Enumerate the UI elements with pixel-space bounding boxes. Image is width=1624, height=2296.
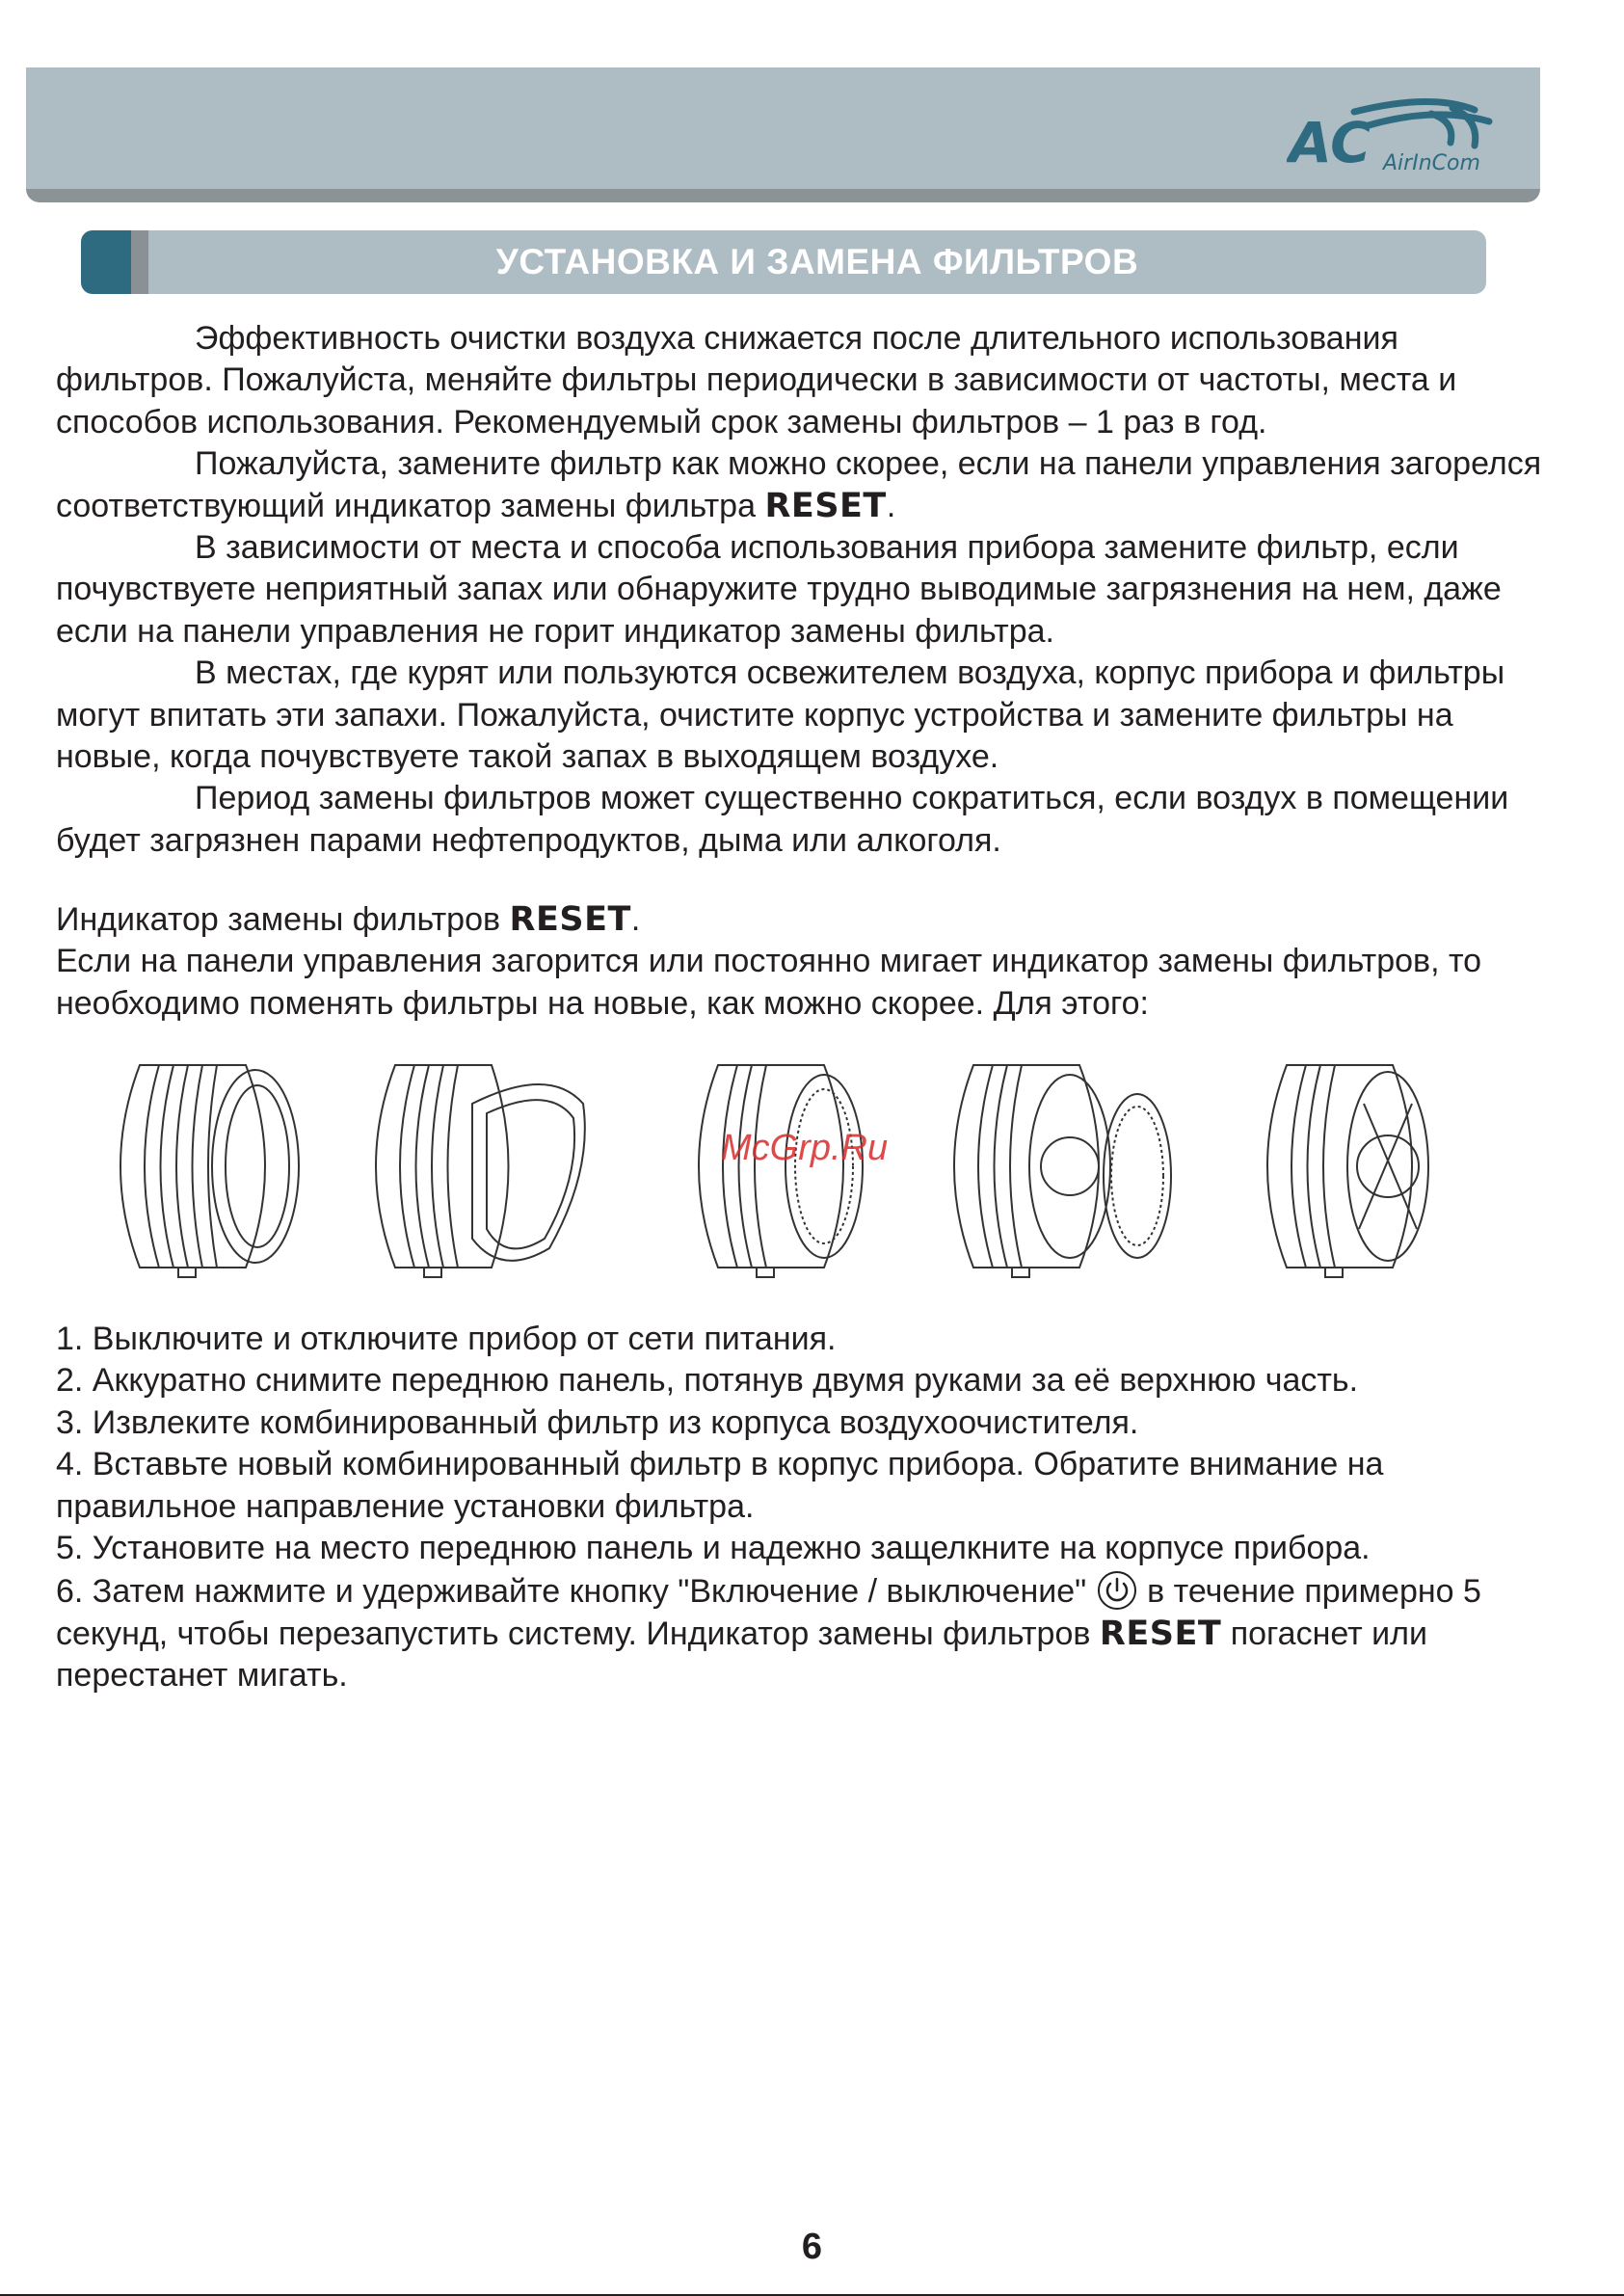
- filter-replacement-illustrations: [92, 1046, 1441, 1296]
- airincom-logo: [1287, 93, 1508, 179]
- reset-label: RESET: [1099, 1614, 1222, 1653]
- section-accent-block: [81, 230, 131, 294]
- reset-label: RESET: [764, 486, 887, 525]
- header-rule: [26, 189, 1540, 202]
- watermark: McGrp.Ru: [721, 1128, 889, 1168]
- section-title-bar: [81, 230, 1486, 294]
- filter-removal-illustration: [935, 1046, 1185, 1287]
- intro-paragraph-5: Период замены фильтров может существенно сократиться, если воздух в помещении будет загрязнен парами нефтепродуктов, дыма или алкоголя.: [56, 780, 1509, 859]
- step-6-text-start: 6. Затем нажмите и удерживайте кнопку "Включение / выключение": [56, 1573, 1096, 1611]
- page-number: 6: [801, 2227, 823, 2267]
- indicator-heading: [56, 899, 1552, 941]
- steps-list: [56, 1319, 1552, 1697]
- step-6-text-middle: в течение примерно 5 секунд, чтобы перезапустить систему. Индикатор замены фильтров: [56, 1573, 1481, 1652]
- step-5: 5. Установите на место переднюю панель и надежно защелкните на корпусе прибора.: [56, 1530, 1371, 1567]
- intro-paragraph-2: [56, 443, 1552, 527]
- intro-paragraph-4: В местах, где курят или пользуются освежителем воздуха, корпус прибора и фильтры могут впитать эти запахи. Пожалуйста, очистите корпус устройства и замените фильтры на новые, когда почувствуете такой запах в выходящем воздухе.: [56, 654, 1505, 776]
- filter-installed-illustration: [1248, 1046, 1460, 1287]
- step-2: 2. Аккуратно снимите переднюю панель, потянув двумя руками за её верхнюю часть.: [56, 1362, 1359, 1400]
- logo-mark: AC: [1289, 110, 1371, 175]
- step-1: 1. Выключите и отключите прибор от сети питания.: [56, 1321, 837, 1357]
- purifier-closed-illustration: [101, 1046, 313, 1287]
- step-3: 3. Извлеките комбинированный фильтр из корпуса воздухоочистителя.: [56, 1403, 1139, 1441]
- indicator-description: Если на панели управления загорится или постоянно мигает индикатор замены фильтров, то необходимо поменять фильтры на новые, как можно скорее. Для этого:: [56, 943, 1482, 1022]
- indicator-text: [56, 899, 1552, 1025]
- intro-paragraph-3: В зависимости от места и способа использования прибора замените фильтр, если почувствуете неприятный запах или обнаружите трудно выводимые загрязнения на нем, даже если на панели управления не горит индикатор замены фильтра.: [56, 529, 1502, 650]
- step-6-text-end: погаснет или перестанет мигать.: [56, 1615, 1427, 1695]
- front-panel-removal-illustration: [357, 1046, 607, 1287]
- intro-paragraph-2-text: Пожалуйста, замените фильтр как можно скорее, если на панели управления загорелся соответствующий индикатор замены фильтра: [56, 445, 1542, 524]
- section-title: УСТАНОВКА И ЗАМЕНА ФИЛЬТРОВ: [495, 242, 1139, 281]
- indicator-heading-end: .: [630, 901, 641, 938]
- step-4: 4. Вставьте новый комбинированный фильтр в корпус прибора. Обратите внимание на правильное направление установки фильтра.: [56, 1446, 1384, 1525]
- intro-paragraph-2-end: .: [886, 487, 896, 524]
- indicator-heading-text: Индикатор замены фильтров: [56, 901, 510, 938]
- reset-label: RESET: [509, 900, 631, 939]
- step-6: [56, 1569, 1552, 1696]
- power-button-icon: [1096, 1569, 1138, 1612]
- section-accent-stripe: [131, 230, 148, 294]
- intro-paragraph-1: Эффективность очистки воздуха снижается после длительного использования фильтров. Пожалуйста, меняйте фильтры периодически в зависимости от частоты, места и способов использования. Рекомендуемый срок замены фильтров – 1 раз в год.: [56, 320, 1457, 441]
- intro-text: [56, 318, 1552, 862]
- logo-text: AirInCom: [1383, 151, 1480, 175]
